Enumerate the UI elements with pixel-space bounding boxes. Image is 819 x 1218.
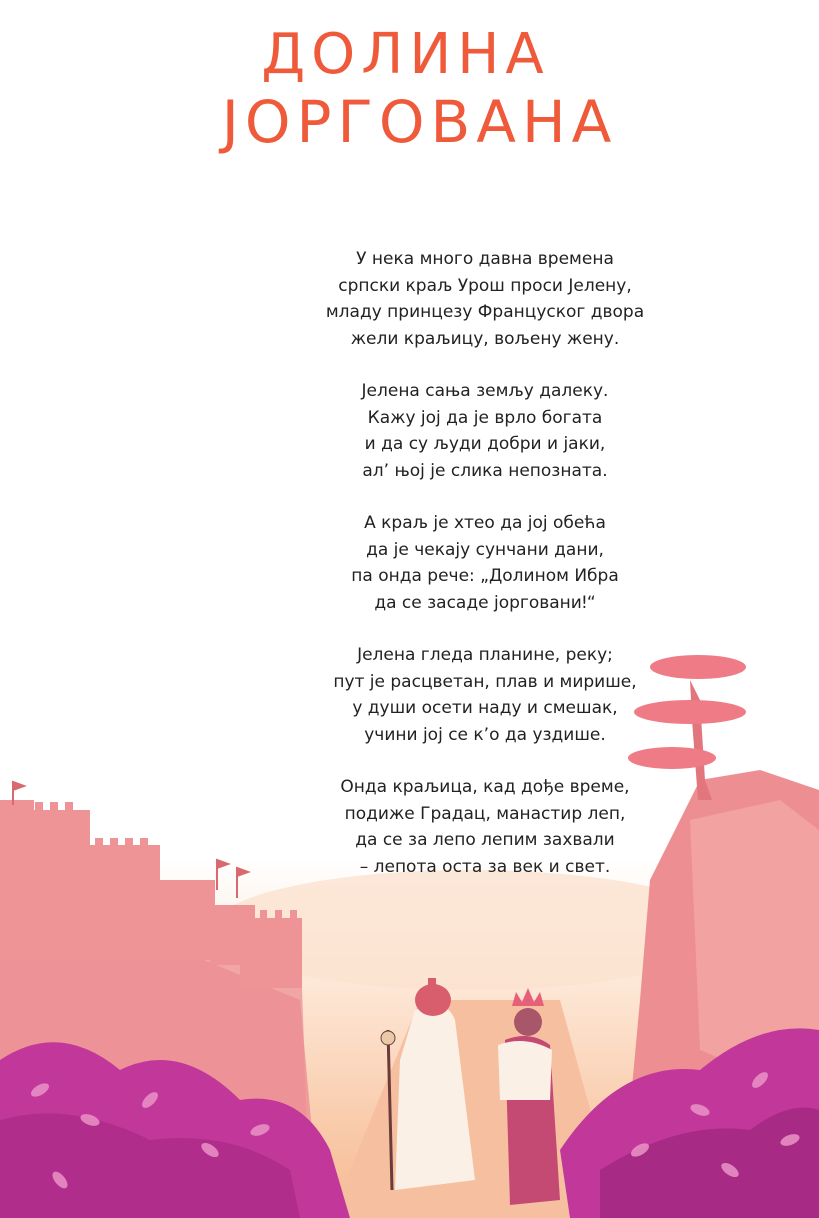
- poem: [300, 246, 670, 906]
- poem-line: у души осети наду и смешак,: [352, 698, 618, 718]
- poem-line: Јелена сања земљу далеку.: [361, 381, 609, 401]
- poem-line: и да су људи добри и јаки,: [364, 434, 606, 454]
- poem-line: учини јој се к’о да уздише.: [364, 724, 606, 745]
- stanza-3: [300, 510, 670, 616]
- poem-line: – лепота оста за век и свет.: [359, 856, 611, 877]
- poem-line: подиже Градац, манастир леп,: [344, 803, 626, 824]
- poem-line: младу принцезу Француског двора: [325, 302, 645, 322]
- title-line-1: ДОЛИНА: [261, 22, 550, 87]
- poem-line: ал’ њој је слика непозната.: [362, 460, 608, 481]
- poem-line: српски краљ Урош проси Јелену,: [338, 275, 632, 296]
- poem-line: па онда рече: „Долином Ибра: [351, 566, 619, 586]
- title-line-2: ЈОРГОВАНА: [221, 88, 618, 156]
- poem-line: Кажу јој да је врло богата: [367, 407, 603, 428]
- stanza-2: [300, 378, 670, 484]
- poem-line: У нека много давна времена: [356, 249, 614, 269]
- poem-line: Јелена гледа планине, реку;: [357, 645, 613, 665]
- poem-line: да је чекају сунчани дани,: [366, 539, 604, 560]
- stanza-1: [300, 246, 670, 352]
- stanza-5: [300, 774, 670, 880]
- poem-line: жели краљицу, вољену жену.: [350, 328, 620, 349]
- poem-line: да се засаде јоргованиǃ“: [374, 592, 596, 613]
- poem-line: да се за лепо лепим захвали: [355, 830, 615, 850]
- poem-line: Онда краљица, кад дође време,: [340, 777, 630, 797]
- poem-line: пут је расцветан, плав и мирише,: [333, 671, 637, 692]
- poem-line: А краљ је хтео да јој обећа: [364, 513, 606, 533]
- stanza-4: [300, 642, 670, 748]
